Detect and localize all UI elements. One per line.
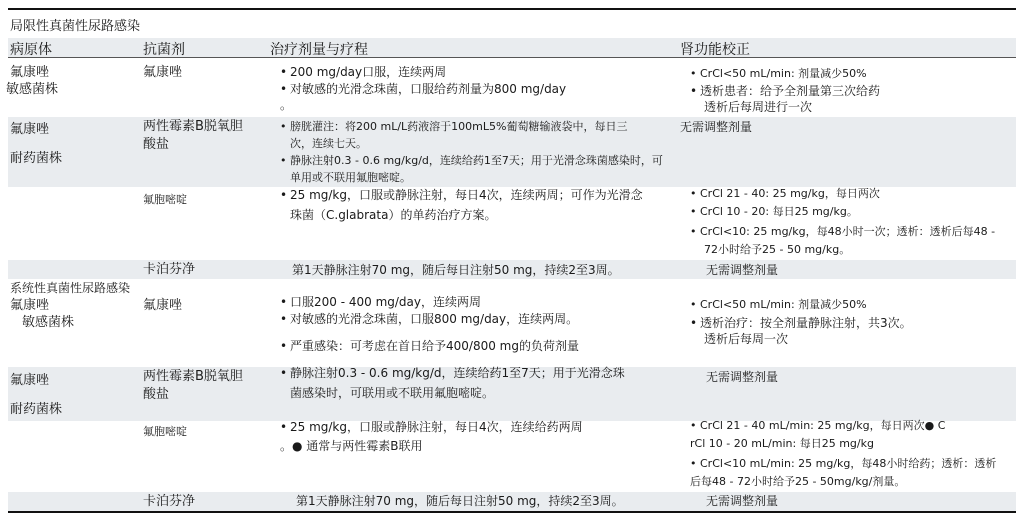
renal-item-cont: 透析后每周进行一次: [704, 100, 813, 114]
renal-item-cont: 72小时给予25 - 50 mg/kg。: [704, 243, 851, 256]
drug-name-cont: 酸盐: [143, 137, 170, 152]
dose-item-cont: 单用或不联用氟胞嘧啶。: [290, 171, 411, 184]
renal-note: 无需调整剂量: [706, 494, 779, 508]
renal-note: 无需调整剂量: [706, 263, 779, 277]
drug-name: 两性霉素B脱氧胆: [143, 119, 243, 134]
pathogen-name: 氟康唑: [10, 65, 50, 80]
renal-note: 无需调整剂量: [706, 370, 779, 384]
renal-item-cont: 后每48 - 72小时给予25 - 50mg/kg/剂量。: [690, 475, 906, 488]
drug-name: 氟康唑: [143, 65, 183, 80]
renal-item: • CrCl<10 mL/min: 25 mg/kg，每48小时给药；透析：透析: [690, 457, 997, 470]
renal-item-cont: 透析后每周一次: [704, 332, 789, 346]
dose-text: 第1天静脉注射70 mg，随后每日注射50 mg，持续2至3周。: [296, 494, 624, 508]
dose-item: • 对敏感的光滑念珠菌，口服给药剂量为800 mg/day: [280, 82, 567, 96]
renal-item: • CrCl 10 - 20: 每日25 mg/kg。: [690, 205, 858, 218]
dose-item-cont: 。● 通常与两性霉素B联用: [280, 439, 423, 453]
pathogen-name: 氟康唑: [10, 298, 50, 313]
dose-item: • 口服200 - 400 mg/day，连续两周: [280, 295, 482, 309]
drug-name: 两性霉素B脱氧胆: [143, 369, 243, 384]
renal-item: • CrCl<50 mL/min: 剂量减少50%: [690, 298, 867, 311]
header-dose: 治疗剂量与疗程: [270, 42, 368, 58]
pathogen-name: 氟康唑: [10, 373, 50, 388]
section2-title: 系统性真菌性尿路感染: [10, 281, 131, 295]
header-pathogen: 病原体: [10, 42, 52, 58]
renal-item-cont: rCl 10 - 20 mL/min: 每日25 mg/kg: [690, 437, 874, 450]
drug-name: 卡泊芬净: [143, 494, 196, 509]
renal-item: • 透析治疗：按全剂量静脉注射，共3次。: [690, 316, 912, 330]
dose-item: • 200 mg/day口服，连续两周: [280, 65, 447, 79]
pathogen-subtype: 耐药菌株: [10, 402, 63, 417]
dose-item: • 25 mg/kg，口服或静脉注射，每日4次，连续两周；可作为光滑念: [280, 188, 643, 202]
dose-item: • 静脉注射0.3 - 0.6 mg/kg/d，连续给药1至7天；用于光滑念珠菌感染时，可: [280, 154, 663, 167]
dose-item: • 静脉注射0.3 - 0.6 mg/kg/d，连续给药1至7天；用于光滑念珠: [280, 366, 625, 380]
dose-item-trailing: 。: [280, 98, 293, 112]
drug-name: 氟胞嘧啶: [143, 425, 187, 438]
renal-item: • CrCl 21 - 40 mL/min: 25 mg/kg，每日两次● C: [690, 419, 946, 432]
dose-text: 第1天静脉注射70 mg，随后每日注射50 mg，持续2至3周。: [292, 263, 620, 277]
renal-note: 无需调整剂量: [680, 120, 753, 134]
renal-item: • CrCl 21 - 40: 25 mg/kg，每日两次: [690, 187, 880, 200]
pathogen-subtype: 敏感菌株: [22, 315, 75, 330]
drug-name: 氟康唑: [143, 298, 183, 313]
section1-title: 局限性真菌性尿路感染: [10, 19, 141, 34]
drug-name: 氟胞嘧啶: [143, 193, 187, 206]
bottom-rule: [8, 511, 1016, 513]
pathogen-subtype: 耐药菌株: [10, 151, 63, 166]
renal-item: • CrCl<50 mL/min: 剂量减少50%: [690, 67, 867, 80]
dose-item: • 25 mg/kg，口服或静脉注射，每日4次，连续给药两周: [280, 420, 583, 434]
dose-item: • 严重感染：可考虑在首日给予400/800 mg的负荷剂量: [280, 339, 579, 353]
pathogen-name: 氟康唑: [10, 122, 50, 137]
header-renal: 肾功能校正: [680, 42, 750, 58]
dose-item-cont: 菌感染时，可联用或不联用氟胞嘧啶。: [290, 386, 495, 400]
drug-name: 卡泊芬净: [143, 262, 196, 277]
drug-name-cont: 酸盐: [143, 387, 170, 402]
dose-item-cont: 次，连续七天。: [290, 137, 367, 150]
renal-item: • CrCl<10: 25 mg/kg，每48小时一次；透析：透析后每48 -: [690, 225, 996, 238]
dose-item-cont: 珠菌（C.glabrata）的单药治疗方案。: [290, 208, 497, 222]
header-antifungal: 抗菌剂: [143, 42, 185, 58]
pathogen-subtype: 敏感菌株: [6, 82, 59, 97]
top-rule: [8, 8, 1016, 10]
dose-item: • 膀胱灌注：将200 mL/L药液溶于100mL5%葡萄糖输液袋中，每日三: [280, 120, 628, 133]
renal-item: • 透析患者：给予全剂量第三次给药: [690, 84, 881, 98]
dose-item: • 对敏感的光滑念珠菌，口服800 mg/day，连续两周。: [280, 312, 579, 326]
